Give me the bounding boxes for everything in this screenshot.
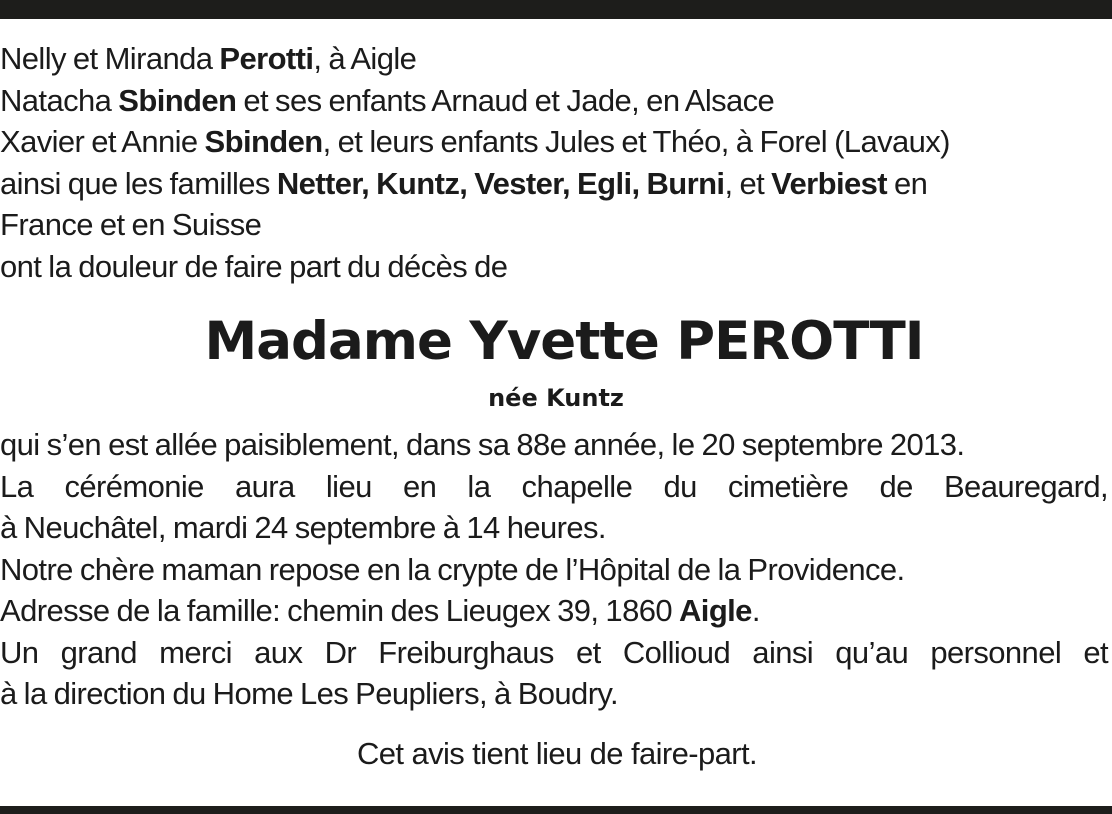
family-surnames: Netter, Kuntz, Vester, Egli, Burni — [276, 165, 725, 201]
bottom-border-rule — [0, 806, 1112, 814]
family-surname: Perotti — [219, 41, 314, 76]
details-line-6: Un grand merci aux Dr Freiburghaus et Collioud ainsi qu’au personnel et — [0, 634, 1108, 670]
details-line-5 — [0, 590, 1108, 632]
details-line-1: qui s’en est allée paisiblement, dans sa 88e année, le 20 septembre 2013. — [0, 427, 965, 462]
family-surname: Sbinden — [204, 124, 323, 159]
family-text: et ses enfants Arnaud et Jade, en Alsace — [236, 82, 775, 118]
address-text: Adresse de la famille: chemin des Lieugex 39, 1860 — [0, 593, 680, 628]
family-text: , à Aigle — [313, 41, 417, 76]
family-surname: Verbiest — [771, 165, 887, 201]
family-text: ainsi que les familles — [0, 165, 277, 201]
details-line-2: La cérémonie aura lieu en la chapelle du cimetière de Beauregard, — [0, 468, 1108, 504]
family-line-4 — [0, 163, 1108, 205]
details-line-7: à la direction du Home Les Peupliers, à Boudry. — [0, 676, 619, 711]
top-border-rule — [0, 0, 1112, 19]
family-surname: Sbinden — [118, 82, 237, 118]
family-line-1 — [0, 38, 1108, 80]
details-line-3: à Neuchâtel, mardi 24 septembre à 14 heures. — [0, 510, 606, 545]
family-text: en — [886, 165, 928, 201]
deceased-name: Madame Yvette PEROTTI — [204, 311, 924, 372]
details-line-4: Notre chère maman repose en la crypte de l’Hôpital de la Providence. — [0, 551, 905, 587]
family-text: Natacha — [0, 82, 119, 118]
maiden-name: née Kuntz — [488, 384, 624, 412]
family-text: Nelly et Miranda — [0, 41, 220, 76]
death-notice — [0, 38, 1108, 774]
family-text: Xavier et Annie — [0, 124, 205, 159]
closing-note: Cet avis tient lieu de faire-part. — [356, 735, 758, 771]
announcement-line: ont la douleur de faire part du décès de — [0, 248, 508, 284]
family-line-2 — [0, 80, 1108, 122]
address-text: . — [751, 593, 760, 628]
family-text: , et leurs enfants Jules et Théo, à Forel (Lavaux) — [322, 124, 950, 159]
family-line-3 — [0, 121, 1108, 163]
family-line-5: France et en Suisse — [0, 207, 262, 242]
family-text: , et — [724, 165, 772, 201]
address-town: Aigle — [679, 593, 752, 628]
